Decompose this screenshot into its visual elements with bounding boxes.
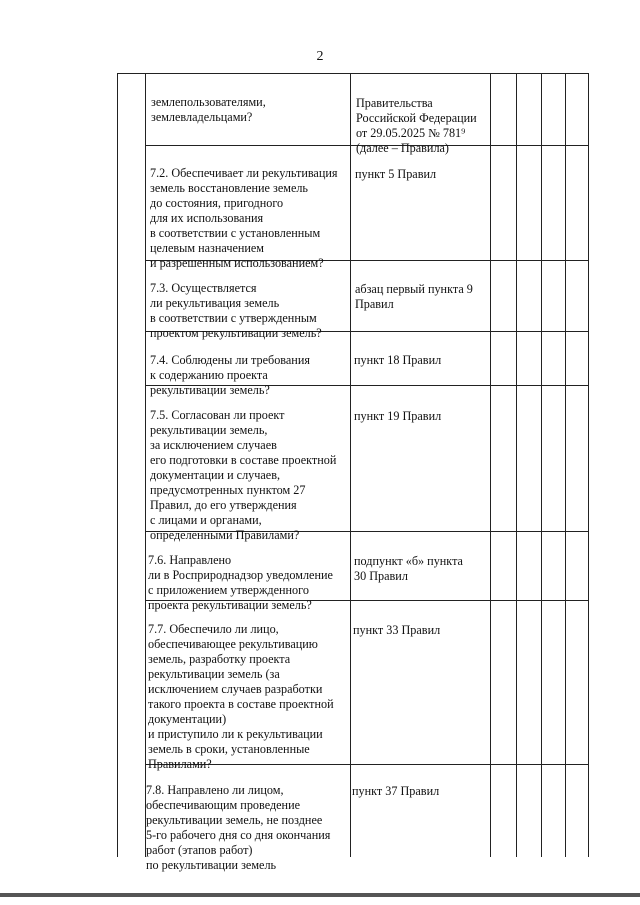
table-row	[355, 267, 489, 312]
table-row	[354, 539, 488, 584]
table-row	[146, 768, 349, 873]
column-divider-question	[145, 73, 146, 857]
table-row	[353, 608, 487, 638]
column-divider-check-2	[516, 73, 517, 857]
scan-bottom-edge	[0, 893, 640, 897]
table-row	[150, 151, 349, 271]
question-text: 7.8. Направлено ли лицом, обеспечивающим проведение рекультивации земель, не позднее 5-го рабочего дня со дня окончания работ (этапов работ) по рекультивации земель	[146, 783, 331, 872]
reference-text: пункт 18 Правил	[354, 353, 442, 367]
table-row	[352, 769, 486, 799]
table-row	[354, 394, 488, 424]
reference-text: пункт 19 Правил	[354, 409, 442, 423]
question-text: 7.7. Обеспечило ли лицо, обеспечивающее рекультивацию земель, разработку проекта рекультивации земель (за исключением случаев разработки такого проекта в составе проектной документации) и приступило ли к рекультивации земель в сроки, установленные Правилами?	[148, 622, 334, 771]
reference-text: пункт 37 Правил	[352, 784, 440, 798]
table-row	[151, 80, 347, 125]
table-border-right	[588, 73, 589, 857]
question-text: 7.2. Обеспечивает ли рекультивация земель восстановление земель до состояния, пригодного для их использования в соответствии с установленным целевым назначением и разрешенным использованием?	[150, 166, 338, 270]
table-row	[150, 393, 349, 543]
question-text: 7.5. Согласован ли проект рекультивации земель, за исключением случаев его подготовки в составе проектной документации и случаев, предусмотренных пунктом 27 Правил, до его утверждения с лицами и органами, определенными Правилами?	[150, 408, 337, 542]
reference-text: пункт 5 Правил	[355, 167, 437, 181]
page-number: 2	[316, 49, 324, 64]
column-divider-check-3	[541, 73, 542, 857]
reference-text: пункт 33 Правил	[353, 623, 441, 637]
table-row	[150, 266, 349, 341]
reference-text: подпункт «б» пункта 30 Правил	[354, 554, 463, 583]
question-text: 7.4. Соблюдены ли требования к содержанию проекта рекультивации земель?	[150, 353, 310, 397]
table-row	[150, 338, 349, 398]
question-text: 7.3. Осуществляется ли рекультивация земель в соответствии с утвержденным проектом рекультивации земель?	[150, 281, 322, 340]
reference-text: абзац первый пункта 9 Правил	[355, 282, 473, 311]
table-row	[355, 152, 489, 182]
table-border-left	[117, 73, 118, 857]
table-row	[354, 338, 488, 368]
question-text: землепользователями, землевладельцами?	[151, 95, 266, 124]
column-divider-reference	[350, 73, 351, 857]
reference-text: Правительства Российской Федерации от 29.05.2025 № 781⁹ (далее – Правила)	[356, 96, 477, 155]
table-border-top	[117, 73, 589, 74]
question-text: 7.6. Направлено ли в Росприроднадзор уведомление с приложением утвержденного проекта рекультивации земель?	[148, 553, 333, 612]
table-row	[148, 607, 349, 772]
table-row	[148, 538, 349, 613]
table-row	[356, 81, 490, 156]
column-divider-check-1	[490, 73, 491, 857]
column-divider-check-4	[565, 73, 566, 857]
